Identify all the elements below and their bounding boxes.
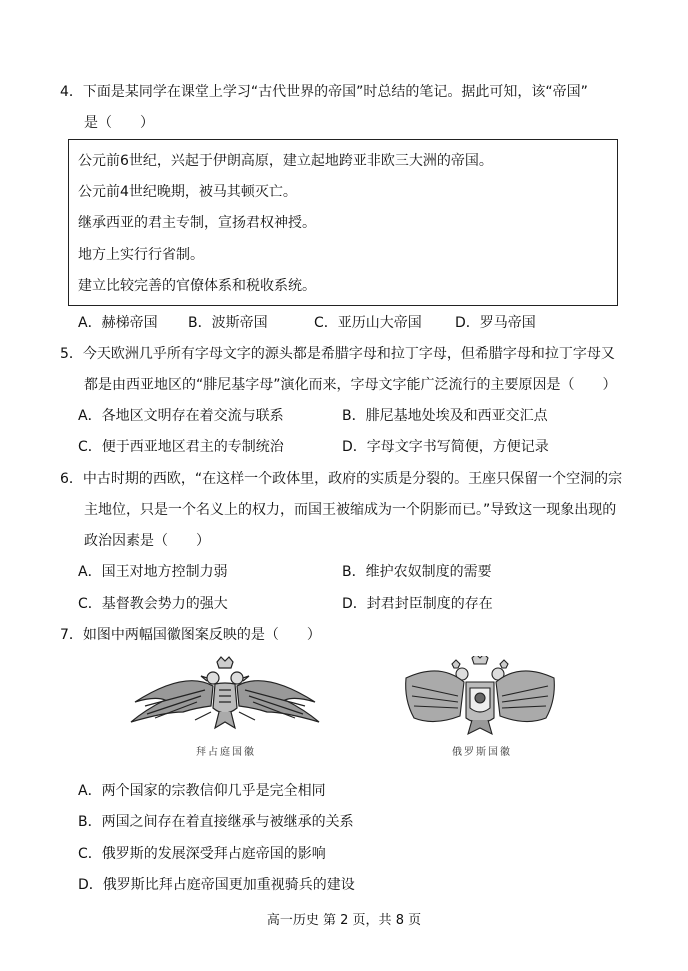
- russia-emblem-caption: 俄罗斯国徽: [452, 747, 512, 758]
- byzantine-emblem-image: [125, 656, 325, 736]
- q6-option-b: B．维护农奴制度的需要: [342, 564, 492, 580]
- q5-stem-line1: 5．今天欧洲几乎所有字母文字的源头都是希腊字母和拉丁字母，但希腊字母和拉丁字母又: [60, 346, 615, 362]
- q4-option-a: A．赫梯帝国: [78, 315, 158, 331]
- q6-stem-line2: 主地位，只是一个名义上的权力，而国王被缩成为一个阴影而已。”导致这一现象出现的: [84, 502, 617, 518]
- russia-emblem-image: [400, 656, 560, 738]
- q6-option-c: C．基督教会势力的强大: [78, 596, 228, 612]
- q5-option-d: D．字母文字书写简便，方便记录: [342, 439, 549, 455]
- q4-note-1: 公元前6世纪，兴起于伊朗高原，建立起地跨亚非欧三大洲的帝国。: [78, 153, 493, 169]
- q4-option-c: C．亚历山大帝国: [314, 315, 422, 331]
- q6-stem-line3: 政治因素是（ ）: [84, 533, 210, 549]
- q4-note-2: 公元前4世纪晚期，被马其顿灭亡。: [78, 184, 297, 200]
- q5-option-b: B．腓尼基地处埃及和西亚交汇点: [342, 408, 548, 424]
- q7-option-c: C．俄罗斯的发展深受拜占庭帝国的影响: [78, 846, 326, 862]
- q7-option-b: B．两国之间存在着直接继承与被继承的关系: [78, 814, 354, 830]
- byzantine-emblem-caption: 拜占庭国徽: [196, 747, 256, 758]
- q7-option-d: D．俄罗斯比拜占庭帝国更加重视骑兵的建设: [78, 877, 355, 893]
- q7-stem: 7．如图中两幅国徽图案反映的是（ ）: [60, 627, 321, 643]
- q4-stem-line2: 是（ ）: [84, 115, 154, 131]
- q5-option-c: C．便于西亚地区君主的专制统治: [78, 439, 284, 455]
- q6-option-d: D．封君封臣制度的存在: [342, 596, 493, 612]
- q7-option-a: A．两个国家的宗教信仰几乎是完全相同: [78, 783, 326, 799]
- q4-option-d: D．罗马帝国: [455, 315, 536, 331]
- q4-note-4: 地方上实行行省制。: [78, 247, 204, 263]
- q6-stem-line1: 6．中古时期的西欧，“在这样一个政体里，政府的实质是分裂的。王座只保留一个空洞的宗: [60, 471, 623, 487]
- q5-stem-line2: 都是由西亚地区的“腓尼基字母”演化而来，字母文字能广泛流行的主要原因是（ ）: [84, 377, 617, 393]
- q6-option-a: A．国王对地方控制力弱: [78, 564, 228, 580]
- q4-option-b: B．波斯帝国: [188, 315, 268, 331]
- q5-option-a: A．各地区文明存在着交流与联系: [78, 408, 284, 424]
- q4-note-5: 建立比较完善的官僚体系和税收系统。: [78, 278, 316, 294]
- q4-stem-line1: 4．下面是某同学在课堂上学习“古代世界的帝国”时总结的笔记。据此可知，该“帝国”: [60, 84, 588, 100]
- q4-note-3: 继承西亚的君主专制，宣扬君权神授。: [78, 215, 316, 231]
- page-footer: 高一历史 第 2 页，共 8 页: [266, 913, 422, 928]
